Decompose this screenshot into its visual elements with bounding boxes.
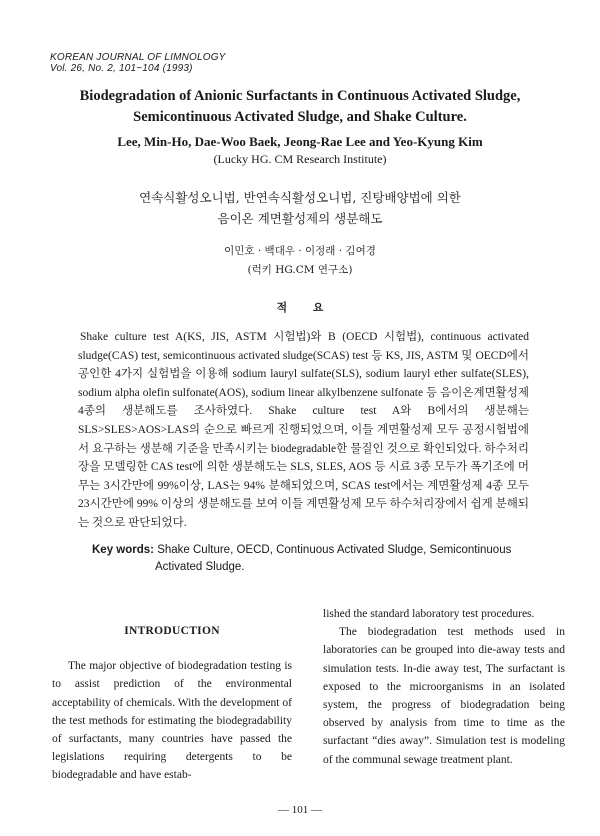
journal-name: KOREAN JOURNAL OF LIMNOLOGY <box>50 52 226 63</box>
keywords-line-1: Shake Culture, OECD, Continuous Activated Sludge, Semicontinuous <box>157 544 512 556</box>
introduction-paragraph-1-continued: lished the standard laboratory test procedures. <box>323 608 535 620</box>
article-title <box>60 86 540 128</box>
introduction-heading: INTRODUCTION <box>124 625 220 637</box>
left-column <box>52 622 292 785</box>
article-title-line-2: Semicontinuous Activated Sludge, and Shake Culture. <box>133 109 467 125</box>
korean-title <box>60 187 540 229</box>
korean-affiliation: (럭키 HG.CM 연구소) <box>247 264 353 276</box>
author-list: Lee, Min-Ho, Dae-Woo Baek, Jeong-Rae Lee and Yeo-Kyung Kim <box>117 134 483 149</box>
right-column <box>323 605 565 769</box>
abstract-text: Shake culture test A(KS, JIS, ASTM 시험법)와 B (OECD 시험법), continuous activated sludge(CAS) test, semicontinuous activated sludge(SCAS) test 등 KS, JIS, ASTM 및 OECD에서 공인한 4가지 실험법을 이용해 sodium lauryl sulfate(SLS), sodium lauryl ether sulfate(SLES), sodium alpha olefin sulfonate(AOS), sodium linear alkylbenzene sulfonate 등 음이온계면활성제 4종의 생분해도를 조사하였다. Shake culture test A와 B에서의 생분해는 SLS>SLES>AOS>LAS의 순으로 빠르게 진행되었으며, 이들 계면활성제 모두 공정시험법에서 요구하는 생분해 기준을 만족시키는 biodegradable한 물질인 것으로 확인되었다. 하수처리장을 모델링한 CAS test에 의한 생분해도는 SLS, SLES, AOS 등 시료 3종 모두가 폭기조에 머무는 3시간만에 99%이상, LAS는 94% 분해되었으며, SCAS test에서는 계면활성제 4종 모두 23시간만에 99% 이상의 생분해도를 보여 이들 계면활성제 모두 하수처리장에서 쉽게 분해되는 것으로 판단되었다. <box>78 331 529 529</box>
keywords <box>92 542 532 576</box>
introduction-paragraph-1: The major objective of biodegradation testing is to assist prediction of the environmental acceptability of chemicals. With the development of the test methods for estimating the biodegradability of surfactants, many countries have passed the legislations requiring detergents to be biodegradable and have estab- <box>52 660 292 782</box>
journal-header <box>50 52 226 74</box>
affiliation: (Lucky HG. CM Research Institute) <box>213 152 387 166</box>
abstract <box>78 328 529 533</box>
korean-title-line-1: 연속식활성오니법, 반연속식활성오니법, 진탕배양법에 의한 <box>139 190 461 205</box>
korean-title-line-2: 음이온 계면활성제의 생분해도 <box>217 211 383 226</box>
article-title-line-1: Biodegradation of Anionic Surfactants in Continuous Activated Sludge, <box>79 88 521 104</box>
page-number: — 101 — <box>278 804 322 816</box>
abstract-heading: 적 요 <box>276 301 324 314</box>
keywords-label: Key words: <box>92 544 154 556</box>
introduction-paragraph-2: The biodegradation test methods used in laboratories can be grouped into die-away tests and simulation tests. In-die away test, The surfactant is exposed to the microorganisms in an isolated system, the progress of biodegradation being observed by analysis from time to time as the surfactant “dies away”. Simulation test is modeling of the communal sewage treatment plant. <box>323 626 565 766</box>
keywords-line-2: Activated Sludge. <box>155 561 245 573</box>
journal-volume: Vol. 26, No. 2, 101~104 (1993) <box>50 63 193 74</box>
korean-author-list: 이민호 · 백대우 · 이정래 · 김여경 <box>224 245 376 257</box>
